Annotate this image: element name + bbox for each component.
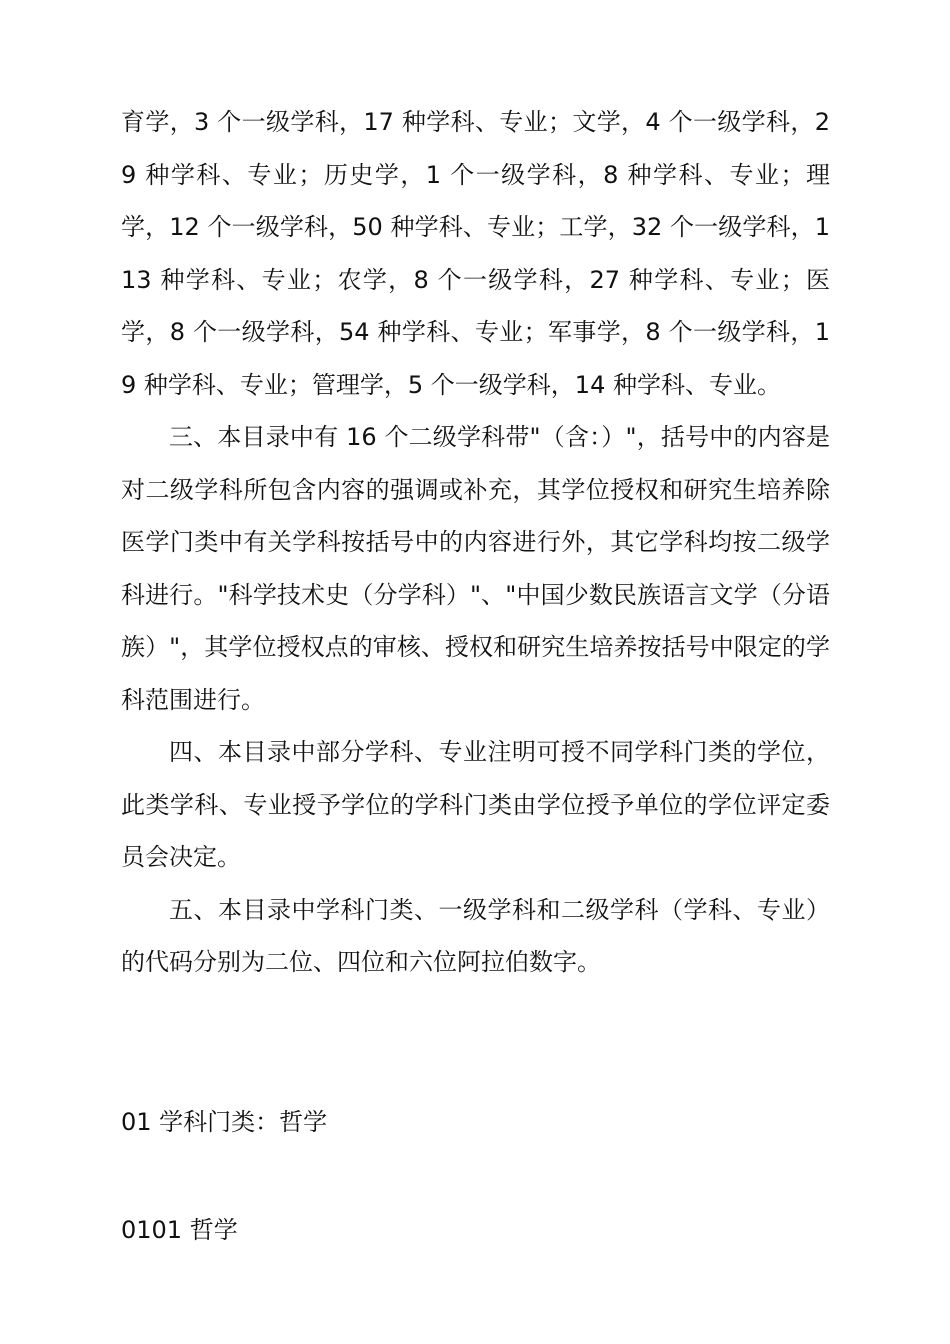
category-heading: 01 学科门类：哲学 (121, 1108, 328, 1136)
paragraph-item-three: 三、本目录中有 16 个二级学科带"（含：）"，括号中的内容是对二级学科所包含内容的强调或补充，其学位授权和研究生培养除医学门类中有关学科按括号中的内容进行外，其它学科均按二级学科进行。"科学技术史（分学科）"、"中国少数民族语言文学（分语族）"，其学位授权点的审核、授权和研究生培养按括号中限定的学科范围进行。 (121, 423, 830, 714)
paragraph-discipline-counts: 育学，3 个一级学科，17 种学科、专业；文学，4 个一级学科，29 种学科、专业；历史学，1 个一级学科，8 种学科、专业；理学，12 个一级学科，50 种学科、专业；工学，32 个一级学科，113 种学科、专业；农学，8 个一级学科，27 种学科、专业；医学，8 个一级学科，54 种学科、专业；军事学，8 个一级学科，19 种学科、专业；管理学，5 个一级学科，14 种学科、专业。 (121, 108, 830, 399)
paragraph-item-five: 五、本目录中学科门类、一级学科和二级学科（学科、专业）的代码分别为二位、四位和六位阿拉伯数字。 (121, 895, 830, 976)
paragraph-item-four: 四、本目录中部分学科、专业注明可授不同学科门类的学位，此类学科、专业授予学位的学科门类由学位授予单位的学位评定委员会决定。 (121, 738, 830, 871)
subject-heading: 0101 哲学 (121, 1216, 238, 1244)
